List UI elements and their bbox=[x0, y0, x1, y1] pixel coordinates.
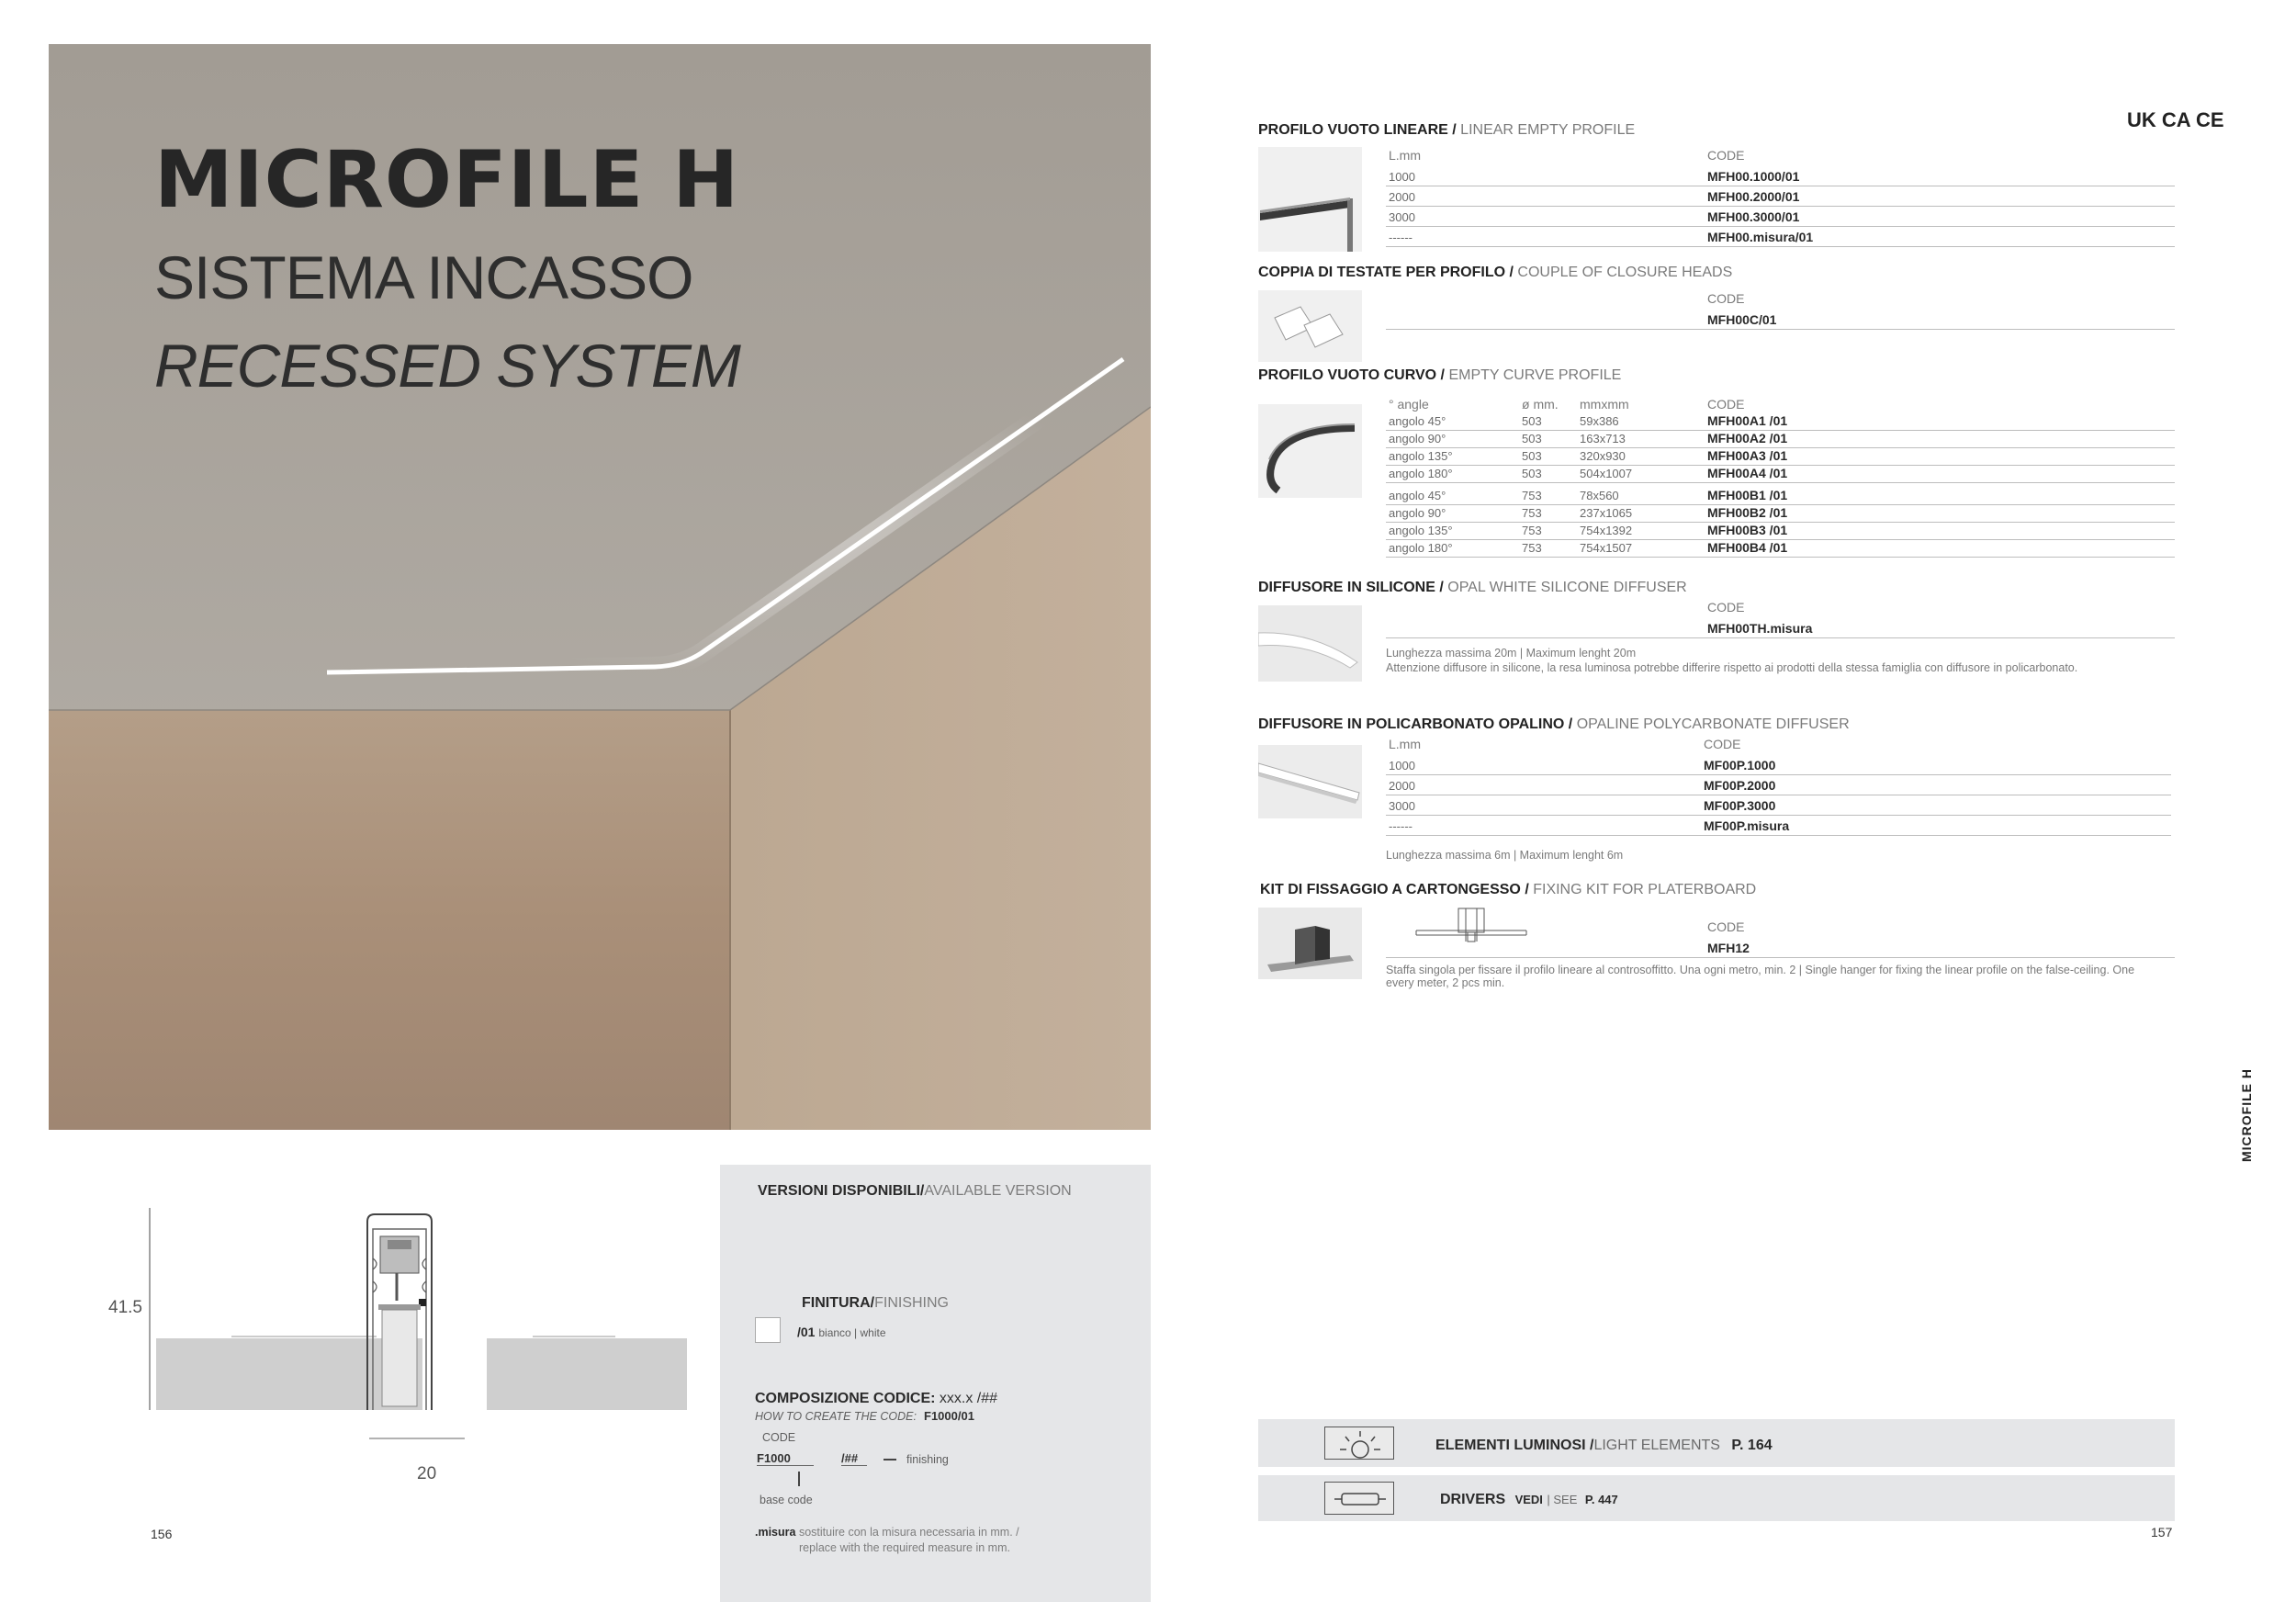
closure-heads-title: COPPIA DI TESTATE PER PROFILO / COUPLE OF CLOSURE HEADS bbox=[1258, 265, 1733, 280]
col-length: L.mm bbox=[1389, 148, 1421, 163]
table-row: angolo 135° 503 320x930 MFH00A3 /01 bbox=[1386, 448, 2175, 466]
table-row: MFH00TH.misura bbox=[1386, 618, 2175, 638]
curve-profile-illustration bbox=[1258, 404, 1362, 498]
silicone-diffuser-table bbox=[1386, 599, 2175, 639]
table-row: angolo 180° 503 504x1007 MFH00A4 /01 bbox=[1386, 466, 2175, 483]
base-code-note: base code bbox=[760, 1494, 813, 1506]
col-code: CODE bbox=[1707, 397, 1745, 412]
col-code: CODE bbox=[1707, 291, 1745, 306]
section-drawing-svg bbox=[101, 1203, 707, 1497]
linear-profile-image bbox=[1258, 147, 1362, 252]
fixing-kit-image bbox=[1258, 908, 1362, 979]
lamp-icon bbox=[1325, 1427, 1395, 1460]
available-versions-box bbox=[720, 1165, 1151, 1602]
linear-profile-table bbox=[1386, 147, 2175, 248]
polycarbonate-diffuser-illustration bbox=[1258, 745, 1362, 818]
width-dimension: 20 bbox=[417, 1464, 437, 1483]
drivers-bar[interactable] bbox=[1258, 1475, 2175, 1521]
fixing-kit-table bbox=[1386, 919, 2175, 959]
versions-title: VERSIONI DISPONIBILI/AVAILABLE VERSION bbox=[758, 1183, 1072, 1199]
linear-profile-title: PROFILO VUOTO LINEARE / LINEAR EMPTY PROFILE bbox=[1258, 122, 1636, 138]
table-row: angolo 180° 753 754x1507 MFH00B4 /01 bbox=[1386, 540, 2175, 558]
table-row: angolo 45° 503 59x386 MFH00A1 /01 bbox=[1386, 413, 2175, 431]
table-row: MFH00C/01 bbox=[1386, 310, 2175, 330]
driver-unit-icon bbox=[1325, 1483, 1395, 1516]
col-length: L.mm bbox=[1389, 737, 1421, 751]
table-row: ------ MF00P.misura bbox=[1386, 816, 2171, 836]
table-row: MFH12 bbox=[1386, 938, 2175, 958]
finishing-note: finishing bbox=[906, 1453, 949, 1466]
linear-profile-illustration bbox=[1258, 147, 1362, 252]
base-code-pointer bbox=[798, 1472, 800, 1486]
fixing-kit-illustration bbox=[1258, 908, 1362, 979]
polycarbonate-diffuser-image bbox=[1258, 745, 1362, 818]
polycarbonate-diffuser-table bbox=[1386, 736, 2171, 837]
curve-profile-image bbox=[1258, 404, 1362, 498]
subtitle-italian: SISTEMA INCASSO bbox=[154, 243, 693, 311]
table-row: 2000 MF00P.2000 bbox=[1386, 775, 2171, 795]
silicone-diffuser-title: DIFFUSORE IN SILICONE / OPAL WHITE SILICONE DIFFUSER bbox=[1258, 580, 1687, 595]
col-code: CODE bbox=[1707, 919, 1745, 934]
col-code: CODE bbox=[1707, 600, 1745, 615]
closure-heads-table bbox=[1386, 290, 2175, 331]
certification-marks: UK CA CE bbox=[2127, 108, 2224, 131]
how-to-create-label: HOW TO CREATE THE CODE: bbox=[755, 1410, 917, 1423]
light-elements-label: ELEMENTI LUMINOSI /LIGHT ELEMENTS P. 164 bbox=[1435, 1438, 1773, 1453]
silicone-diffuser-note-length: Lunghezza massima 20m | Maximum lenght 20m bbox=[1386, 647, 1637, 660]
col-angle: ° angle bbox=[1389, 397, 1429, 412]
page-number-right: 157 bbox=[2151, 1525, 2173, 1539]
brand-title: MICROFILE H bbox=[154, 134, 740, 226]
closure-heads-image bbox=[1258, 290, 1362, 362]
code-caption: CODE bbox=[762, 1431, 796, 1444]
table-row: 3000 MFH00.3000/01 bbox=[1386, 207, 2175, 227]
table-row: 2000 MFH00.2000/01 bbox=[1386, 186, 2175, 207]
code-part-base: F1000 bbox=[757, 1451, 814, 1466]
code-example: F1000/01 bbox=[924, 1409, 974, 1423]
fixing-kit-note: Staffa singola per fissare il profilo lineare al controsoffitto. Una ogni metro, min. 2 | Single hanger for fixing the linear profile on the false-ceiling. One every meter, 2 pcs min. bbox=[1386, 964, 2135, 990]
fixing-kit-title: KIT DI FISSAGGIO A CARTONGESSO / FIXING KIT FOR PLATERBOARD bbox=[1260, 882, 1757, 897]
table-row: ------ MFH00.misura/01 bbox=[1386, 227, 2175, 247]
side-product-label: MICROFILE H bbox=[2239, 1068, 2254, 1162]
polycarbonate-diffuser-title: DIFFUSORE IN POLICARBONATO OPALINO / OPALINE POLYCARBONATE DIFFUSER bbox=[1258, 716, 1850, 732]
silicone-diffuser-note-warning: Attenzione diffusore in silicone, la resa luminosa potrebbe differire rispetto ai prodotti della stessa famiglia con diffusore in policarbonato. bbox=[1386, 661, 2078, 674]
light-elements-bar[interactable] bbox=[1258, 1419, 2175, 1467]
code-composition-title: COMPOSIZIONE CODICE: xxx.x /## bbox=[755, 1391, 998, 1406]
drivers-label: DRIVERS VEDI | SEE P. 447 bbox=[1440, 1492, 1618, 1507]
finishing-pointer bbox=[884, 1459, 896, 1460]
table-row: 3000 MF00P.3000 bbox=[1386, 795, 2171, 816]
table-row: angolo 90° 503 163x713 MFH00A2 /01 bbox=[1386, 431, 2175, 448]
curve-profile-table bbox=[1386, 395, 2175, 560]
silicone-diffuser-illustration bbox=[1258, 605, 1362, 682]
curve-profile-title: PROFILO VUOTO CURVO / EMPTY CURVE PROFILE bbox=[1258, 367, 1622, 383]
light-elements-icon bbox=[1324, 1427, 1394, 1460]
col-size: mmxmm bbox=[1580, 397, 1629, 412]
code-part-finish: /## bbox=[841, 1451, 867, 1466]
table-row: angolo 135° 753 754x1392 MFH00B3 /01 bbox=[1386, 523, 2175, 540]
finish-white-label: /01 bianco | white bbox=[797, 1325, 886, 1339]
table-row: 1000 MFH00.1000/01 bbox=[1386, 166, 2175, 186]
white-finish-swatch bbox=[755, 1317, 781, 1343]
closure-heads-illustration bbox=[1258, 290, 1362, 362]
finishing-title: FINITURA/FINISHING bbox=[802, 1295, 949, 1311]
col-code: CODE bbox=[1704, 737, 1741, 751]
drivers-icon bbox=[1324, 1482, 1394, 1515]
height-dimension: 41.5 bbox=[108, 1298, 142, 1317]
table-row: 1000 MF00P.1000 bbox=[1386, 755, 2171, 775]
subtitle-english: RECESSED SYSTEM bbox=[154, 332, 740, 400]
polycarbonate-diffuser-note: Lunghezza massima 6m | Maximum lenght 6m bbox=[1386, 849, 1624, 862]
silicone-diffuser-image bbox=[1258, 605, 1362, 682]
profile-section-drawing bbox=[101, 1203, 707, 1497]
table-row: angolo 90° 753 237x1065 MFH00B2 /01 bbox=[1386, 505, 2175, 523]
col-diameter: ø mm. bbox=[1522, 397, 1559, 412]
hero-photo bbox=[49, 44, 1151, 1130]
page-number-left: 156 bbox=[151, 1527, 173, 1541]
col-code: CODE bbox=[1707, 148, 1745, 163]
misura-note: .misura sostituire con la misura necessaria in mm. / replace with the required measure in mm. bbox=[755, 1526, 1019, 1554]
table-row: angolo 45° 753 78x560 MFH00B1 /01 bbox=[1386, 488, 2175, 505]
